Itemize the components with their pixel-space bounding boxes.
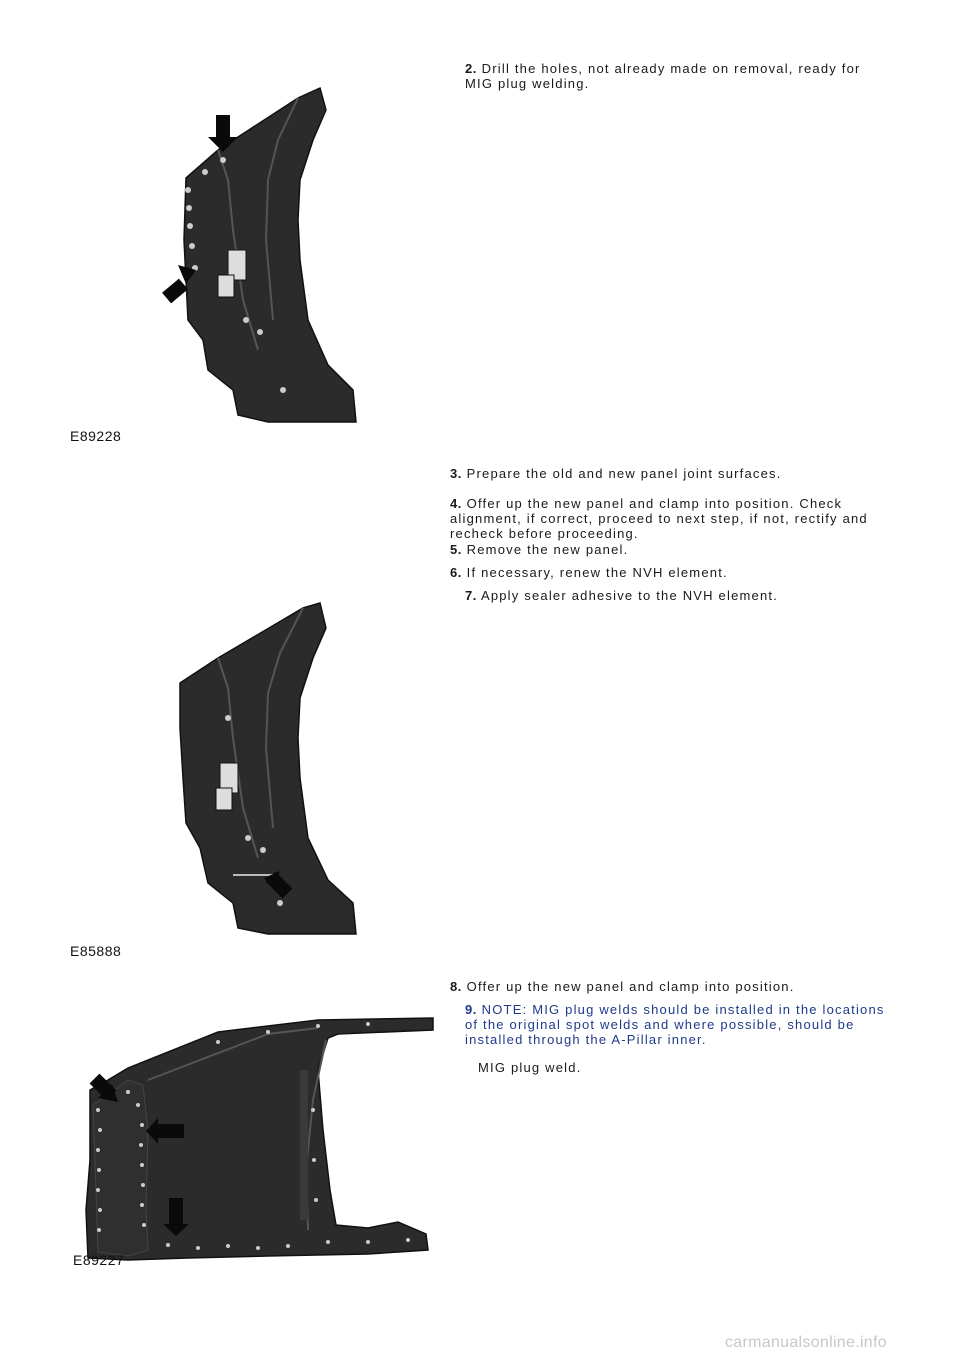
caption-text: MIG plug weld. xyxy=(478,1060,582,1075)
figure-label: E89228 xyxy=(70,428,122,444)
step-number: 6. xyxy=(450,565,462,580)
step-number: 2. xyxy=(465,61,477,76)
step-number: 7. xyxy=(465,588,477,603)
step-3 xyxy=(450,466,890,481)
step-text: If necessary, renew the NVH element. xyxy=(466,565,728,580)
a-pillar-nvh-illustration xyxy=(68,598,368,964)
step-number: 4. xyxy=(450,496,462,511)
step-number: 9. xyxy=(465,1002,477,1017)
step-text: Offer up the new panel and clamp into position. xyxy=(466,979,795,994)
step-text: Offer up the new panel and clamp into position. Check alignment, if correct, proceed to next step, if not, rectify and recheck before proceeding. xyxy=(450,496,868,541)
figure-a-pillar-holes xyxy=(68,70,368,450)
step-text: Drill the holes, not already made on removal, ready for MIG plug welding. xyxy=(465,61,861,91)
step-text: Prepare the old and new panel joint surfaces. xyxy=(466,466,782,481)
figure-body-side xyxy=(68,1010,438,1270)
step-text: Apply sealer adhesive to the NVH element. xyxy=(480,588,779,603)
watermark: carmanualsonline.info xyxy=(725,1334,887,1351)
step-number: 3. xyxy=(450,466,462,481)
step-number: 8. xyxy=(450,979,462,994)
step-8 xyxy=(450,979,890,994)
step-text: Remove the new panel. xyxy=(466,542,629,557)
figure-nvh-element xyxy=(68,598,368,964)
mig-plug-weld-caption xyxy=(478,1060,888,1075)
figure-label: E85888 xyxy=(70,943,122,959)
step-2 xyxy=(465,61,885,91)
body-side-illustration xyxy=(68,1010,438,1270)
step-6 xyxy=(450,565,890,580)
step-4 xyxy=(450,496,890,541)
figure-label: E89227 xyxy=(73,1252,125,1268)
step-number: 5. xyxy=(450,542,462,557)
a-pillar-illustration xyxy=(68,70,368,450)
step-text: NOTE: MIG plug welds should be installed in the locations of the original spot welds and where possible, should be installed through the A-Pillar inner. xyxy=(465,1002,885,1047)
step-9-note xyxy=(465,1002,890,1047)
step-5 xyxy=(450,542,890,557)
step-7 xyxy=(465,588,885,603)
